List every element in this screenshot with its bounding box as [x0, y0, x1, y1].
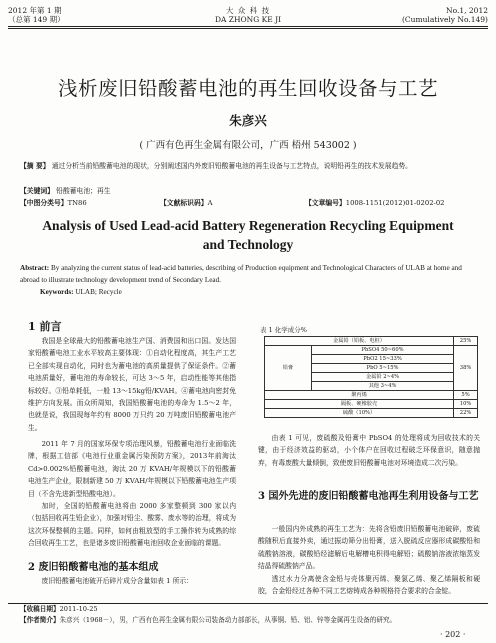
- table-cell: 10%: [454, 400, 478, 409]
- header-rule-thin: [8, 28, 488, 29]
- author-affiliation: ( 广西有色再生金属有限公司，广西 梧州 543002 ): [139, 140, 357, 151]
- clc-value: TN86: [67, 199, 87, 207]
- abstract-label: 【摘 要】: [20, 162, 50, 170]
- journal-issue: 2012 年第 1 期: [8, 6, 62, 15]
- section-1-paragraph-1: 我国是全球最大的铅酸蓄电池生产国、消费国和出口国。发达国家铅酸蓄电池工业水平较高主要体现：①自动化程度高，其生产工艺已全部实现自动化，同时也为蓄电池的高质量提供了保证条件。②蓄电池质量好，蓄电池的寿命较长，可达 3～5 年，启动性能等其他指标较好。③铅单耗低，一般 13～15kg铅/KVAH。④蓄电池向密封免维护方向发展。而众所周知，我国铅酸蓄电池的寿命为 1.5～2 年，也就是说，我国现每年约有 8000 万只约 20 万吨废旧铅酸蓄电池产生。: [28, 337, 236, 432]
- journal-name: 大 众 科 技: [225, 6, 271, 15]
- table-row: [265, 400, 478, 409]
- journal-name-pinyin: DA ZHONG KE JI: [214, 15, 282, 24]
- section-2-title: 2 废旧铅酸蓄电池的基本组成: [28, 562, 159, 573]
- table-cell: PbO 5~15%: [312, 364, 454, 373]
- document-code-label: 【文献标识码】: [160, 199, 208, 207]
- table-cell: 聚丙烯: [265, 391, 454, 400]
- english-keywords-text: ULAB; Recycle: [75, 288, 122, 296]
- table-cell: 金属铅 2~4%: [312, 373, 454, 382]
- author-bio: [20, 615, 482, 627]
- article-number-label: 【文章编号】: [305, 199, 346, 207]
- bio-label: 【作者简介】: [20, 616, 60, 624]
- table-row: [265, 346, 478, 355]
- abstract: [20, 160, 480, 173]
- article-title: 浅析废旧铅酸蓄电池的再生回收设备与工艺: [57, 77, 438, 100]
- table-cell: 隔板、硬橡胶壳: [265, 400, 454, 409]
- english-keywords: [40, 287, 480, 299]
- table-cell: 金属铅（铅板、电桩）: [265, 337, 454, 346]
- keywords: [20, 185, 480, 198]
- english-abstract-label: Abstract:: [20, 264, 50, 272]
- article-number: [305, 197, 444, 210]
- table-cell: 5%: [454, 391, 478, 400]
- received-label: 【收稿日期】: [20, 605, 60, 613]
- table-row: [265, 391, 478, 400]
- section-1-title: 1 前言: [28, 320, 62, 333]
- table-1: [264, 336, 478, 418]
- article-number-value: 1008-1151(2012)01-0202-02: [345, 199, 445, 207]
- document-code-value: A: [207, 199, 213, 207]
- journal-cumulative-issue: （总第 149 期）: [8, 15, 65, 24]
- journal-number: No.1, 2012: [446, 6, 488, 15]
- table-cell: 38%: [454, 346, 478, 391]
- keywords-text: 铅酸蓄电池；再生: [56, 187, 111, 195]
- section-3-paragraph-1: 一般国内外成熟的再生工艺为：先将含铅废旧铅酸蓄电池破碎，废硫酸随积后直接外卖，通过振动筛分出铅膏，送入脱硫反应器形成碳酸铅和硫酸钠溶液，碳酸铅经滤解后电解槽电积得电解铅；硫酸钠溶液浓缩蒸发结晶得硫酸钠产品。: [258, 525, 480, 571]
- section-1-paragraph-2: 2011 年 7 月的国家环保专项治理风暴，铅酸蓄电池行业面临洗牌，根据工信部《电池行业重金属污染预防方案》，2013年前淘汰 Cd>0.002%铅酸蓄电池，淘汰 20 万 KVAH/年规模以下的铅酸蓄电池生产企业，限制新建 50 万 KVAH/年规模以下铅酸蓄电池生产项目（不含先进新型铅酸电池）。: [28, 440, 236, 498]
- table-cell: PbSO4 50~60%: [312, 346, 454, 355]
- clc-label: 【中图分类号】: [20, 199, 68, 207]
- table-cell: 硫酸（10%）: [265, 409, 454, 418]
- bio-text: 朱彦兴（1968－），男，广西有色再生金属有限公司装备动力部部长，从事铜、铅、铝、锌等金属再生设备的研究。: [59, 616, 397, 624]
- article-author: 朱彦兴: [229, 113, 267, 128]
- section-2-paragraph: 废旧铅酸蓄电池破开后碎片成分含量如表 1 所示：: [41, 577, 193, 585]
- table-row: [265, 409, 478, 418]
- journal-cumulative-number: (Cumulatively No.149): [402, 15, 488, 24]
- keywords-label: 【关键词】: [20, 187, 54, 195]
- table-cell: PbO2 15~33%: [312, 355, 454, 364]
- english-title: Analysis of Used Lead-acid Battery Regeneration Recycling Equipment and Technology: [42, 218, 454, 252]
- received-value: 2011-10-25: [59, 605, 98, 613]
- table-discussion-paragraph: 由表 1 可见，废硫酸及铅膏中 PbSO4 的处理将成为回收技术的关键，由于经济效益的驱动，小个体户在回收过程破乏环保意识，随意抛弃，有毒废酸大量倾倒，致使废旧铅酸蓄电池对环境造成二次污染。: [258, 434, 480, 467]
- header-rule: [8, 26, 488, 27]
- abstract-text: 通过分析当前铅酸蓄电池的现状，分别阐述国内外废旧铅酸蓄电池的再生设备与工艺特点，说明铅再生的技术发展趋势。: [51, 162, 412, 170]
- table-1-caption: 表 1 化学成分%: [260, 326, 307, 334]
- english-abstract: [20, 263, 482, 286]
- table-cell: 其他 3~4%: [312, 382, 454, 391]
- english-keywords-label: Keywords:: [40, 288, 74, 296]
- section-3-paragraph-2: 透过水力分离使含金铅与壳体聚丙烯、聚氯乙烯、聚乙烯隔板和硬胶，合金铅经过各种不同工艺熔铸成各种规格符合要求的合金锭。: [258, 575, 480, 596]
- table-cell: 铅膏: [265, 346, 312, 391]
- section-3-title: 3 国外先进的废旧铅酸蓄电池再生利用设备与工艺: [258, 491, 479, 502]
- english-abstract-text: By analyzing the current status of lead-acid batteries, describing of Production equipment and Technological Characters of ULAB at home and abroad to illustrate technology development trend of Secondary Lead.: [20, 264, 462, 284]
- table-row: [265, 337, 478, 346]
- document-code: [160, 197, 213, 210]
- received-date: [20, 604, 98, 616]
- clc-number: [20, 197, 87, 210]
- section-1-paragraph-3: 加时，全国的铅酸蓄电池将由 2000 多家整顿到 300 家以内（包括回收再生铅企业），加强对铅尘、酸雾、废水等的治理，将成为这次环保整顿的主题。同样，如何由粗放型的手工操作转为成熟的综合回收再生工艺，也是诸多废旧铅酸蓄电池回收企业面临的课题。: [28, 502, 236, 548]
- page-number: · 202 ·: [440, 630, 466, 639]
- table-cell: 22%: [454, 409, 478, 418]
- table-cell: 25%: [454, 337, 478, 346]
